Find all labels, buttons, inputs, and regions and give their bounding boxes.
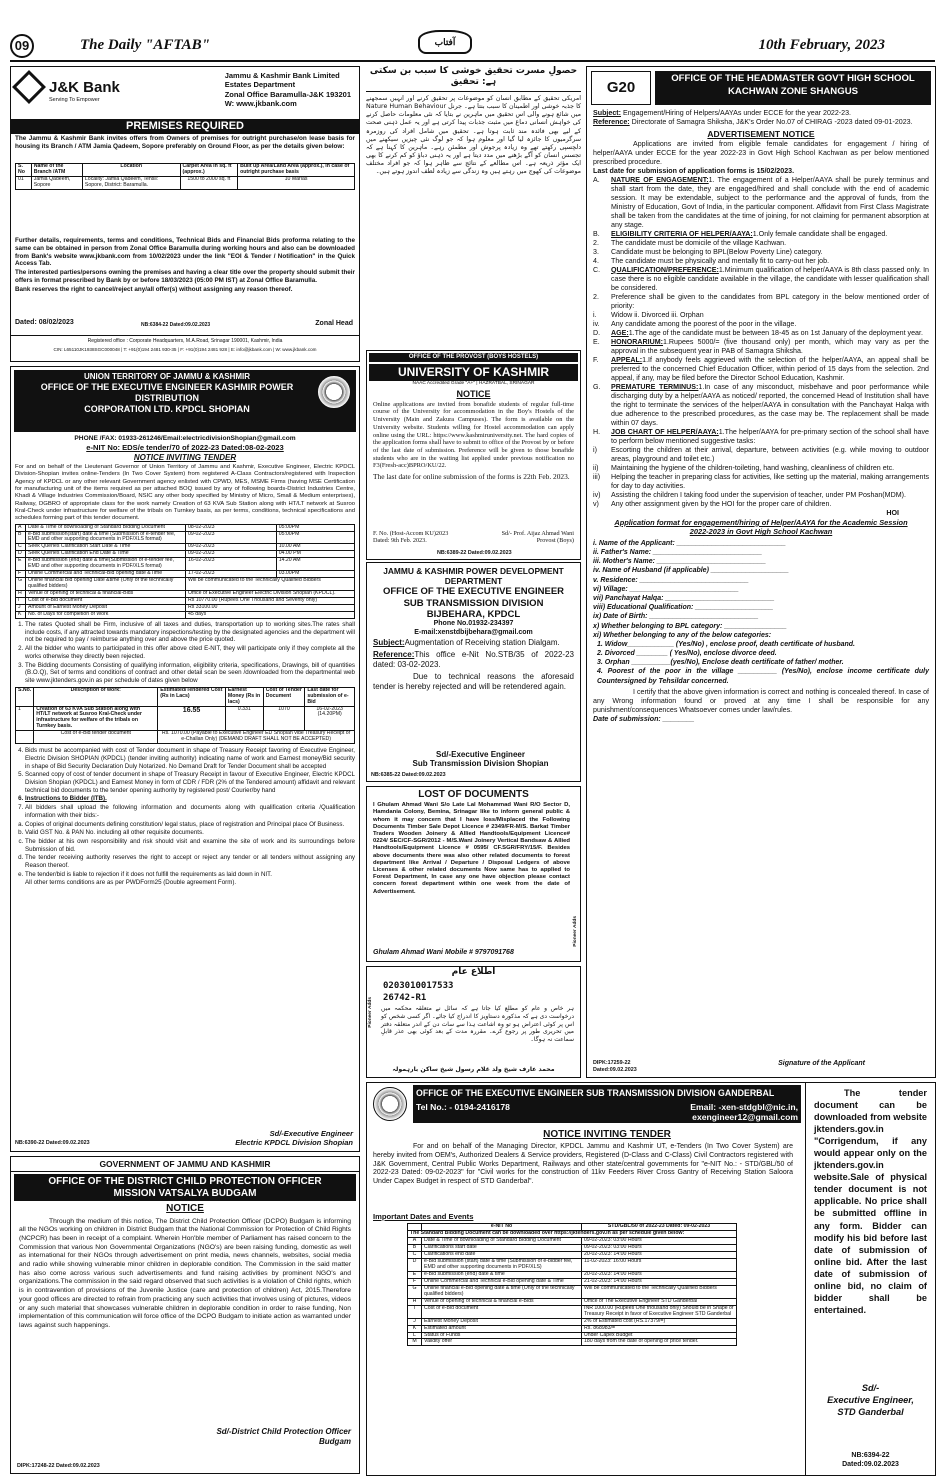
table-row: B Clarifications start date 09-02-2023: 03:00 Hours [408, 1244, 737, 1251]
bank-tagline: Serving To Empower [49, 97, 100, 103]
hm-section: iv. Any candidate among the poorest of the poor in the village. [593, 319, 797, 328]
dcpo-title: OFFICE OF THE DISTRICT CHILD PROTECTION OFFICER MISSION VATSALYA BUDGAM [14, 1174, 356, 1201]
hm-section: E. HONORARIUM:1.Rupees 5000/= (five thousand only) per month, which may vary as per the approval in the subsequent year in PAB of Samagra Shiksha. [593, 337, 929, 355]
hm-hoi: HOI [886, 508, 899, 517]
bank-nb: NB:6384-22 Dated:09.02.2023 [141, 322, 211, 328]
hm-section: G. PREMATURE TERMINUS:1.In case of any misconduct, misbehave and poor performance while discharging duty by a helper/AAYA as noticed/ reported, the concerned Head of Institution shall have the right to terminate the services of the helper/AAYA in consultation with the Panchayat Halqa with due adherence to the prescribed procedures, as the case may be. The replacement shall be made within 07 days. [593, 382, 930, 427]
ganderbal-tender [366, 1082, 936, 1476]
ku-nb: NB:6389-22 Dated:09.02.2023 [437, 550, 512, 557]
urdu-body: امریکی تحقیق کے مطابق انسان کو موضوعات پر تحقیق کرنے اور انہیں سمجھنے کا جذبہ خوشی اور اطمینان کا سبب بنتا ہے۔ جرنل Nature Human Behaviour میں شائع ہونے والی اس تحقیق میں ماہرین نے بتایا کہ نئی معلومات حاصل کرنے کی خواہش انسانی دماغ میں مثبت جذبات پیدا کرتی ہے اور یہ عمل ذہنی صحت کے لیے بھی فائدہ مند ثابت ہوتا ہے۔ تحقیق میں شامل افراد کی روزمرہ سرگرمیوں کا جائزہ لیا گیا اور معلوم ہوا کہ جو لوگ نئی چیزیں سیکھنے میں دلچسپی رکھتے تھے وہ زیادہ پرجوش اور مطمئن رہے۔ ماہرین کا کہنا ہے کہ تجسس انسان کو آگے بڑھنے میں مدد دیتا ہے اور یہ ذہنی دباؤ کو کم کرنے کا بھی ایک مؤثر ذریعہ ہے۔ اس مطالعے کے نتائج سے ظاہر ہوا کہ جو افراد مختلف موضوعات کی کھوج میں رہتے ہیں وہ زندگی سے زیادہ لطف اندوز ہوتے ہیں۔ [366, 94, 581, 176]
table-row: L Status of Funds Under Capex Budget [408, 1332, 737, 1339]
kpdcl-work-table: S.No. Description of work: Estimated/Tendered Cost (Rs in Lacs) Earnest Money (Rs in lacs) Cost of Tender Document Last date for submission of e-Bid 1 Creation of 63 KVA Sub Station along with HT/LT network at Susroo Kral-Check under infrastructure for welfare of the tribals on Turnkey basis. 16.55 0.331 1070 16-02-2023 (14.20PM) Cost of e-Bid tender document Rs. 1070.00 (Payable to Executive Engineer ED Shopian vide Treasury Receipt or e-Challan Only) (DEMAND DRAFT SHALL NOT BE ACCEPTED) [15, 687, 355, 745]
ganderbal-emblem-icon [373, 1087, 407, 1121]
hm-section: v) Any other assignment given by the HOI for the proper care of children. [593, 499, 832, 508]
table-row: C Clarifications end date 20-02-2023: 14:00 Hours [408, 1251, 737, 1258]
kpdcl-shopian-tender [10, 366, 360, 1152]
ku-body: Online applications are invited from bonafide students of regular full-time course of the University for accommodation in the Boy's Hostels of the University (Main and Zakura Campuses). The form is available on the University website. Students willing for Hostel accommodation can apply online using the URL: https://www.kashmiruniversity.net. The hard copies of the application forms shall have to submit to office of the Provost by or before of the last date of submission. Preference will be given to those bonafide students who are in the waiting list applied under previous notification no F3(Fresh-acc)BPRO/KU/22. [373, 400, 574, 470]
category-item: 4. Poorest of the poor in the village __________ (Yes/No), enclose income certificate duly Countersigned by Tehsildar concerned. [597, 668, 929, 685]
hm-reference: Reference: Directorate of Samagra Shiksha, J&K's Order No.07 of CHIRAG -2023 dated 09-01-2023. [593, 118, 913, 126]
hm-form-title: Application format for engagement/hiring of Helper/AAYA for the Academic Session 2022-2023 in Govt High School Kachwan [614, 517, 908, 537]
hm-section: 4. The candidate must be physically and mentally fit to carry-out her job. [593, 256, 830, 265]
hm-section: C. QUALIFICATION/PREFERENCE:1.Minimum qualification of helper/AAYA is 8th class passed only. In case there is no eligible candidate available in the village, the candidate with lesser qualification shall be considered. [593, 265, 929, 292]
ganderbal-sidebar [805, 1083, 935, 1475]
hm-sig-applicant: Signature of the Applicant [778, 1060, 865, 1068]
dcpo-gov: GOVERNMENT OF JAMMU AND KASHMIR [11, 1157, 359, 1172]
table-row: I Cost of e-Bid document Rs 10770.00 (Rupees One Thousand and Seventy only) [16, 598, 355, 605]
table-row: M Validity offer 180 days from the date of opening of price tender. [408, 1339, 737, 1346]
bijbehara-subject: Subject:Augmentation of Receiving station Dialgam. [373, 638, 560, 648]
table-row: J Amount of Earnest Money Deposit Rs 33100.00 [16, 605, 355, 612]
urdu-headline: حصولِ مسرت تحقیق خوشی کا سبب بن سکتی ہے: تحقیق [366, 66, 581, 92]
table-row: A Date & Time of downloading of Standard Bidding Document 09-02-2023: 03:00 Hours [408, 1237, 737, 1244]
bijbehara-notice [366, 562, 581, 782]
table-row: K Estimated amount Rs. 868983/= [408, 1325, 737, 1332]
urdu-ad-body: ہر خاص و عام کو مطلع کیا جاتا ہے کہ سائل نے متعلقہ محکمہ میں درخواست دی ہے کہ مذکورہ دستاویز کا اندراج کیا جائے۔ اگر کسی شخص کو اس پر کوئی اعتراض ہو تو وہ اشاعت ہذا سے سات دن کے اندر متعلقہ دفتر میں تحریری طور پر رجوع کرے۔ مقررہ مدت کے بعد کوئی بھی عذر قابلِ سماعت نہ ہوگا۔ [381, 1005, 574, 1044]
urdu-ad-side-label: Pioneer Adds [368, 997, 373, 1028]
paper-name: The Daily "AFTAB" [80, 37, 210, 53]
ganderbal-side-text: The tender document can be downloaded from website jktenders.gov.in "Corrigendum, if any would appear only on the jktenders.gov.in website.Sale of physical tender document is not applicable. No price shall be submitted offline in any form. Bidder can modify his bid before last date of submission of online bid. After the last date of submission of online bid, no claim of bidder shall be entertained. [814, 1088, 927, 1315]
bank-details: Further details, requirements, terms and conditions, Technical Bids and Financial Bids proforma relating to the same can be obtained in person from Zonal Office Baramulla during working hours and also can be downloaded from Bank's website www.jkbank.com from 10/02/2023 under the link "EOI & Tender / Notification" in the Quick Access Tab. The interested parties/persons owning the premises and having a clear title over the property should submit their offers in format prescribed by Bank by or before 18/03/2023 (05:00 PM IST) at Zonal Office Baramulla. Bank reserves the right to cancel/reject any/all offer(s) without assigning any reason thereof. [15, 237, 355, 293]
form-field: ix) Date of Birth: ____________________________ [593, 613, 759, 621]
dcpo-body: Through the medium of this notice, The District Child Protection Officer (DCPO) Budgam is informing all the NGOs working on children in District Budgam that the National Commission for Protection of Child Rights (NCPCR) has been in receipt of a complaint. Wherein Hon'ble member of Parliament has raised concern to the Commission that various Non Governmental Organizations (NGO's) are been raising funding, domestic as well as international for their NGOs through advertisement on print media, news channels, websites, social media and radio while showing vulnerable minor children in deplorable condition. The Commission in the said matter has also come across various such advertisements and fund raising activities by prominent NGO's and organizations.The commission in the said regard observed that such activities is a violation of Child rights, which is in contravention of provisions of the Juvenile Justice (care and protection of children) Act, 2015.Therefore your good offices are directed to refrain from practicing any such activities that involves using of pictures, videos or any such material that showcases vulnerable children in deplorable condition in order to raise funding, Non implementation of this communication will force office of the DCPO Budgam to initiate action as warranted under laws against such happenings. [19, 1217, 351, 1329]
dcpo-notice-label: NOTICE [166, 1203, 204, 1215]
dcpo-nb: DIPK:17248-22 Dated:09.02.2023 [17, 1463, 100, 1470]
bank-name-logo: J&K Bank [49, 79, 120, 96]
table-row: D e-Bid submission (start) date & time (Submission of e-bidder fee, EMD and other supporting documents in PDF/XLS) 11-02-2023: 16:00 Hours [408, 1258, 737, 1271]
table-row: D Seek Queries Clarification End Date & Time 09-02-2023 04.00 PM [16, 551, 355, 558]
table-row: 01 Jamia Qadeem, Sopore Locality: Jamia Qadeem, Tehsil: Sopore, District: Baramulla. 1500 to 2000 sq. ft 10 Marlas [16, 176, 355, 189]
table-row: E e-Bid submission (end) date & time(Submission of e-tender fee, EMD and other supporting documents in PDF/XLS format) 16-02-2023 14.20 AM [16, 558, 355, 571]
kpdcl-notes-2: 4. Bids must be accompanied with cost of Tender document in shape of Treasury Receipt favoring of Executive Engineer, Electric Division SHOPIAN (KPDCL) (tender inviting authority) indicating name of work and Earnest money/Bid security in shape of Bid Security Declaration Duly Notarized. No Demand Draft for Tender Document shall be accepted 5. Scanned copy of cost of tender document in shape of Treasury Receipt in favour of Executive Engineer, Electric KPDCL Division Shopian (KPDCL) and Earnest Money in form of CDR / FDR (2% of the Tendered amount) affidavit and relevant technical bid documents to the tender opening authority by registered post/ Courier/by hand 6. Instructions to Bidder (ITB). 7. All bidders shall upload the following information and documents along with qualification criteria /Qualification information with their bids:- [11, 745, 359, 819]
ganderbal-body: For and on behalf of the Managing Director, KPDCL Jammu and Kashmir UT, e-Tenders (In Two Cover System) are hereby invited from OEM's, Authorized Dealers & Service providers, Registered (D-Class and C-Class) Civil Contractors registered with J&K Government, Central Public Works Department, Railways and other state/central governments for "e-NIT No.: - STD/GBL/50 of 2022-23 Dated: 09-02-2023" for "Civil works for the construction of 11kv Feeders River Cross Gantry of Receiving Station Saloora Under Capex Budget in respect of STD Ganderbal". [373, 1143, 793, 1185]
form-field: vii) Panchayat Halqa: ____________________________ [593, 594, 775, 602]
lost-title: LOST OF DOCUMENTS [418, 789, 529, 800]
kpdcl-enit: e-NIT No: EDS/e tender/70 of 2022-23 Dated:08-02-2023 [86, 443, 284, 453]
table-row: H Venue of opening of technical & financial e-Bids Office of The Executive Engineer STD Ganderbal [408, 1298, 737, 1305]
kpdcl-subitems: a. Copies of original documents defining constitution/ legal status, place of registration and Principal place Of Business. b. Valid GST No. & PAN No. including all other requisite documents. c. The bidder at his own responsibility and risk should visit and examine the site of work and its surroundings before Submission of bid. d. The tender receiving authority reserves the right to accept or reject any tender or all tenders without assigning any Reason thereof. e. The tender/bid is liable to rejection if it does not fulfill the requirements as laid down in NIT. [11, 821, 359, 879]
hm-section: B. ELIGIBILITY CRITERIA OF HELPER/AAYA:1.Only female candidate shall be engaged. [593, 229, 888, 238]
hm-categories [593, 640, 929, 685]
table-row: The Standard Bidding Document can be downloaded over https://jktenders.gov.in as per schedule given below: [408, 1230, 737, 1237]
bank-sign: Zonal Head [315, 320, 353, 327]
g20-logo-icon: G20 [591, 71, 651, 105]
hm-last-date: Last date for submission of application forms is 15/02/2023. [593, 166, 795, 175]
ku-sign: Sd/- Prof. Aijaz Ahmad Wani Provost (Boys) [501, 529, 574, 545]
category-item: 3. Orphan __________(yes/No), Enclose death certificate of father/ mother. [597, 659, 844, 667]
urdu-public-notice [366, 966, 581, 1078]
urdu-ad-title: اطلاع عام [451, 967, 496, 977]
table-row: Cost of e-Bid tender document Rs. 1070.00 (Payable to Executive Engineer ED Shopian vide Treasury Receipt or e-Challan Only) (DEMAND DRAFT SHALL NOT BE ACCEPTED) [16, 731, 355, 744]
bank-registered-office: Registered office : Corporate Headquarters, M.A.Road, Srinagar 190001, Kashmir, India [11, 335, 359, 344]
table-row: I Cost of e-Bid document INR 1000.00 (Rupees One thousand only) Should be in Shape of Treasury Receipt in favor of Executive Engineer STD Ganderbal [408, 1305, 737, 1318]
hm-certify: I certify that the above given information is correct and nothing is concealed thereof. In case of any Wrong information found or proved at any time I shall be responsible for any punishment/consequences Whatsoever comes under law/rules. [593, 687, 929, 714]
form-field: vi) Village: ____________________________ [593, 585, 739, 593]
ganderbal-nb: NB:6394-22 Dated:09.02.2023 [842, 1451, 899, 1468]
page-number: 09 [10, 34, 34, 58]
hm-section: iv) Assisting the children I taking food under the supervision of teacher, under PM Poshan(MDM). [593, 490, 906, 499]
bank-address: Jammu & Kashmir Bank Limited Estates Department Zonal Office Baramulla-J&K 193201 W: www.jkbank.com [224, 71, 351, 109]
table-row: J Earnest Money Deposit 2% of Estimated cost (RS.17379/=) [408, 1318, 737, 1325]
kpdcl-work-wrap [11, 686, 359, 746]
form-field: xi) Whether belonging to any of the below categories: [593, 631, 772, 639]
hm-section: D. AGE:1.The age of the candidate must be between 18-45 as on 1st January of the deployment year. [593, 328, 923, 337]
bijbehara-email: E-mail:xenstdbijbehara@gmail.com [414, 628, 533, 636]
kpdcl-header: UNION TERRITORY OF JAMMU & KASHMIR OFFICE OF THE EXECUTIVE ENGINEER KASHMIR POWER DISTRIBUTION CORPORATION LTD. KPDCL SHOPIAN [14, 370, 356, 432]
newspaper-logo: آفتاب [418, 30, 472, 54]
hm-section: 3. Candidate must be belonging to BPL(Below Poverty Line) category. [593, 247, 823, 256]
table-row: F Online Commercial and Technical-Bid opening date &Time 17-02-2023 03.00PM [16, 571, 355, 578]
table-row: G Online financial Bid opening Date &time (Only of the technically qualified bidders) Will be communicated to the Technically Qualified Bidders [16, 578, 355, 591]
ku-fno: F. No. (Host-Accom KU)2023 Dated: 9th Feb. 2023. [373, 529, 449, 545]
bank-dated: Dated: 08/02/2023 [15, 319, 74, 326]
ku-hostel-notice [366, 350, 581, 560]
lost-body: I Ghulam Ahmad Wani S/o Late Lal Mohammad Wani R/O Sector D, Hamdania Colony, Bemina, Srinagar like to inform general public & whom it may concern that I have loss/Misplaced the Following Documents Timber Sale Depot Licence # 2349/FR-M/S. Barkat Timber Traders Wooden Joinery & Allied Handtools/Equipment Licence# 0224/ SEC/CF-SGR/2012 - M/S.Wani Joinery Vertical Bandsaw & Allied Handtools/Equipment Licence # 0595/ CF.SGR/FRY/15/F. Besides above documents there was also other related documents to forest department like Arrival / Departure / Disposal Ledgers of above Licenses & other related documents Now same has to applied to Forest Department, In case any one have objection please contact concern forest department within one week from the date of Advertisement. [373, 802, 570, 895]
dcpo-budgam-notice [10, 1156, 360, 1474]
category-item: 2. Divorced ________ ( Yes/No), enclose divorce deed. [597, 650, 777, 658]
table-row: B e-Bid submission(start) date & time (Submission of e-tender fee, EMD and other supporting documents in PDF/XLS format) 09-02-2023 05:00PM [16, 531, 355, 544]
hm-section: A. NATURE OF ENGAGEMENT:1. The engagement of a Helper/AAYA shall be purely terminus and shall start from the date, they are engaged/hired and shall conclude with the end of academic session. It may be extendable, subject to the performance and the approval of funds, from the Ministry of Education, Govt of India, in the particular component. Affidavit from First Class Magistrate shall be taken from the candidates at the time of joining, for not claiming for permanent absorption at any stage. [593, 175, 929, 229]
dcpo-sign: Sd/-District Child Protection Officer Budgam [216, 1427, 351, 1446]
ku-name: UNIVERSITY OF KASHMIR [369, 364, 578, 381]
kpdcl-notes: 1. The rates Quoted shall be Firm, inclusive of all taxes and duties, transportation up to working sites.The rates shall include costs, if any attracted towards mandatory inspections/testing by the designated agencies and the department will not be required to pay / reimburse anything over and above the price quoted. 2. All the bidder who wants to participated in this offer above cited E-NIT, they will participate only if they complete all the works otherwise they directly been rejected. 3. The Bidding documents Consisting of qualifying information, eligibility criteria, specifications, Drawings, bill of quantities (B.O.Q), Set of terms and conditions of contract and other detail scan be seen /downloaded from the departmental web site www.jktenders.gov.in as per schedule of dates given below [11, 619, 359, 685]
table-row: e-NIT No STD/GBL/50 of 2022-23 Dated: 09-02-2023 [408, 1224, 737, 1231]
jk-bank-logo [17, 73, 137, 109]
kpdcl-sign: Sd/-Executive Engineer Electric KPDCL Division Shopian [235, 1128, 353, 1147]
bank-emblem-icon [12, 70, 46, 104]
hm-section: i) Escorting the children at their arrival, departure, between activities (e.g. while moving to outdoor areas, playground and toilet etc.) [593, 445, 929, 463]
category-item: 1. Widow____________ (Yes/No) , enclose proof, death certificate of husband. [597, 641, 855, 649]
kpdcl-body: For and on behalf of the Lieutenant Governor of Union Territory of Jammu and Kashmir, Executive Engineer, Electric KPDCL Division-Shopian invites online-Tenders (In Two Cover System) from registered A-Class Contractors/registered with Inspection Agency of KPDCL or any other relevant Government agency enlisted with CPWD, MES, MSME Firms (having MSE Certification for manufacturing unit of the items required as per attached BOQ issued by any of following boards-District Industries Centre, Khadi & Village Industries Commission/Board, NSIC any other body specified by Ministry of Micro, Small & Medium enterprises), Railway, DGBRO of appropriate class for the work namely Creation of 63 KVA Sub Station along with HT/LT network at Susroo Kral-Check under infrastructure for welfare of the tribals on Turnkey basis, as per terms, conditions, technical specifications and schedules forming part of this tender document. [15, 464, 355, 522]
premises-table: S. No Name of the Branch /ATM Location Carpet Area in sq. ft (approx.) Built up Area/Land Area (approx.), in case of outright purchase basis 01 Jamia Qadeem, Sopore Locality: Jamia Qadeem, Tehsil: Sopore, District: Baramulla. 1500 to 2000 sq. ft 10 Marlas [15, 163, 355, 190]
hm-section: 2. The candidate must be domicile of the village Kachwan. [593, 238, 787, 247]
kpdcl-schedule-table [15, 524, 355, 620]
headmaster-notice [586, 66, 936, 1078]
ku-office: OFFICE OF THE PROVOST (BOYS HOSTELS) [369, 353, 578, 362]
hm-form [593, 539, 929, 641]
hm-section: i. Widow ii. Divorced iii. Orphan [593, 310, 704, 319]
ku-last-date: The last date for online submission of the forms is 22th Feb. 2023. [373, 471, 570, 481]
ganderbal-notice-title: NOTICE INVITING TENDER [543, 1129, 671, 1140]
table-row: K No. of Days for completion of Work 45 days [16, 612, 355, 619]
hm-section: F. APPEAL:1.If anybody feels aggrieved with the selection of the helper/AAYA, an appeal shall be preferred to the concerned Chief Education Officer, within period of 15 days from the selection. 2nd appeal, if any, may be filed before the Director School Education, Kashmir. [593, 355, 929, 382]
lost-side-label: Pioneer Adds [573, 916, 579, 947]
urdu-ad-sign: محمد عارف شیخ ولد غلام رسول شیخ ساکن بارہمولہ [392, 1065, 555, 1073]
lost-sign: Ghulam Ahmad Wani Mobile # 9797091768 [373, 949, 514, 957]
bijbehara-phone: Phone No.01932-234397 [433, 620, 514, 628]
kpdcl-emblem-icon [317, 375, 351, 409]
ganderbal-header: OFFICE OF THE EXECUTIVE ENGINEER SUB TRANSMISSION DIVISION GANDERBAL Tel No.: - 0194-2416178 Email: -xen-stdgbl@nic.in, exengineer12@gmail.com [413, 1085, 801, 1123]
urdu-ad-code: 26742-R1 [383, 993, 427, 1003]
kpdcl-phone: PHONE /FAX: 01933-261246/Email:electricdivisionShopian@gmail.com [74, 435, 296, 442]
masthead [0, 0, 945, 62]
kpdcl-schedule-wrap [11, 524, 359, 620]
masthead-rule [10, 60, 935, 62]
hm-sections [593, 176, 929, 509]
table-row: 1 Creation of 63 KVA Sub Station along with HT/LT network at Susroo Kral-Check under infrastructure for welfare of the tribals on Turnkey basis. 16.55 0.331 1070 16-02-2023 (14.20PM) [16, 706, 355, 731]
hm-date-submission: Date of submission: ________ [593, 714, 695, 723]
bank-intro: The Jammu & Kashmir Bank invites offers from Owners of premises for outright purchase/on lease basis for housing its Branch / ATM Jamia Qadeem, Sopore preferably on Ground Floor, as per the details given below: [15, 135, 355, 150]
bijbehara-nb: NB:6385-22 Dated:09.02.2023 [371, 772, 446, 779]
urdu-ad-phone: 0203010017533 [383, 981, 454, 991]
hm-title: OFFICE OF THE HEADMASTER GOVT HIGH SCHOOL KACHWAN ZONE SHANGUS [655, 71, 931, 105]
kpdcl-notice-title: NOTICE INVITING TENDER [133, 453, 237, 463]
ku-notice-label: NOTICE [456, 388, 491, 399]
kpdcl-nb: NB:6390-22 Dated:09.02.2023 [15, 1140, 90, 1147]
ku-naac: NAAC Accredited Grade "A+" | HAZRATBAL, SRINAGAR [412, 380, 535, 386]
hm-intro: Applications are invited from eligible female candidates for engagement / hiring of helper/AAYA under ECCE for the year 2022-23 in Govt High School Kachwan as per below mentioned prescribed procedure. [593, 139, 929, 166]
lost-documents-ad [366, 786, 581, 962]
issue-date: 10th February, 2023 [758, 37, 885, 53]
table-row: E e-Bid submission (end) date & time 20-02-2023: 14:00 Hours [408, 1271, 737, 1278]
hm-content [593, 109, 929, 724]
bank-cin: CIN: L65110JK1938SGC000048 | T: +91(0)194 2481 930-35 | F: +91(0)194 2481 928 | E: info@jkbank.com | W: www.jkbank.com [53, 347, 317, 352]
kpdcl-all-other: All other terms conditions are as per PWDForm25 (Double agreement Form). [25, 879, 237, 887]
hm-dipk: DIPK:17259-22 Dated:09.02.2023 [593, 1060, 637, 1073]
form-field: viii) Educational Qualification: ____________________ [593, 604, 774, 612]
bank-ad-title: PREMISES REQUIRED [11, 119, 359, 134]
hm-subject: Subject: Engagement/Hiring of Helpers/AAYAs under ECCE for the year 2022-23. [593, 109, 852, 117]
bijbehara-sign: Sd/-Executive Engineer Sub Transmission Division Shopian [412, 749, 549, 769]
ganderbal-sign: Sd/- Executive Engineer, STD Ganderbal [827, 1383, 914, 1418]
table-row: A Date & Time of downloading of Standard Bidding Document 08-02-2023 05:00PM [16, 524, 355, 531]
table-row: F Online Commercial and Technical e-Bid opening date & Time 21-02-2023: 14:00 Hours [408, 1278, 737, 1285]
form-field: v. Residence: ____________________________ [593, 576, 749, 584]
form-field: x) Whether belonging to BPL category: ________________ [593, 622, 787, 630]
hm-section: ii) Maintaining the hygiene of the children-toileting, hand washing, cleanliness of children etc. [593, 463, 895, 472]
hm-adv-title: ADVERTISEMENT NOTICE [707, 129, 815, 139]
hm-section: iii) Helping the teacher in preparing class for activities, like setting up the material, making arrangements for day to day activities. [593, 472, 929, 490]
table-row: H Venue of opening of technical & financial-Bids Office of Executive Engineer Electric Division Shopian (KPDCL). [16, 591, 355, 598]
form-field: iii. Mother's Name: ____________________________ [593, 558, 766, 566]
ganderbal-table-wrap [407, 1223, 737, 1346]
hm-section: 2. Preference shall be given to the candidates from BPL category in the below mentioned order of priority: [593, 292, 929, 310]
bijbehara-body: Due to technical reasons the aforesaid tender is hereby rejected and will be retendered again. [373, 672, 574, 692]
form-field: ii. Father's Name: ____________________________ [593, 548, 763, 556]
bijbehara-ref: Reference:This office e-Nit No.STB/35 of 2022-23 dated: 03-02-2023. [373, 650, 574, 670]
ganderbal-schedule-table [407, 1223, 737, 1346]
jk-bank-ad [10, 66, 360, 362]
table-row: G Online financial e-Bid opening date & time (Only of the technically qualified bidders) Will be communicated to the Technically Qualified Bidders [408, 1285, 737, 1298]
form-field: iv. Name of Husband (if applicable) ____________________ [593, 567, 789, 575]
bijbehara-title: JAMMU & KASHMIR POWER DEVELOPMENT DEPARTMENT OFFICE OF THE EXECUTIVE ENGINEER SUB TRANSMISSION DIVISION BIJBEHARA, KPDCL [382, 566, 565, 620]
table-row: C Seek Queries Clarification Start Date & Time 09-02-2023 10.00 AM [16, 544, 355, 551]
ganderbal-important-dates: Important Dates and Events [373, 1212, 474, 1221]
urdu-article [366, 66, 581, 348]
hm-section: H. JOB CHART OF HELPER/AAYA:1.The helper/AAYA for pre-primary section of the school shall have to perform below mentioned suggestive tasks: [593, 427, 929, 445]
form-field: i. Name of the Applicant: ____________________________ [593, 539, 786, 547]
